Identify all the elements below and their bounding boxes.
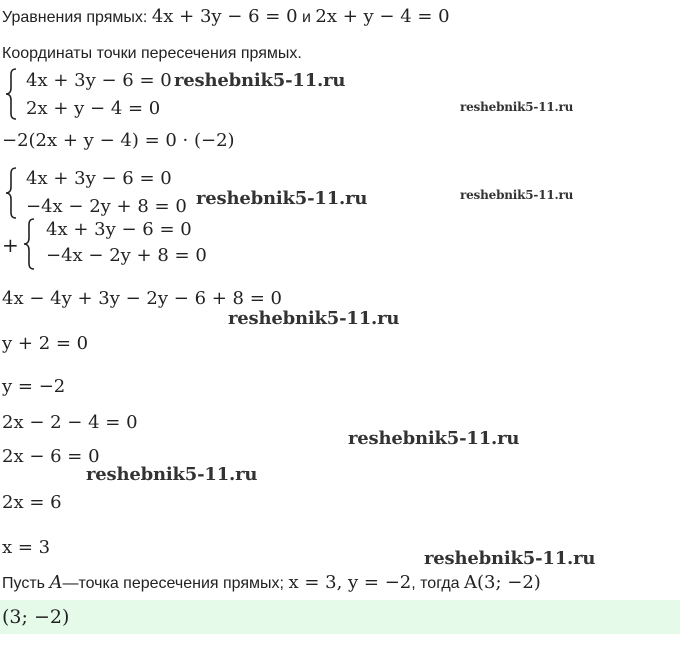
answer-value: (3; −2) (2, 606, 70, 628)
header-conj: и (301, 9, 311, 26)
header-eq2: 2x + y − 4 = 0 (315, 6, 450, 27)
watermark: reshebnik5-11.ru (460, 100, 574, 114)
conclusion-text-3: , тогда (411, 575, 460, 592)
conclusion-coords: x = 3, y = −2 (288, 572, 412, 593)
watermark: reshebnik5-11.ru (228, 308, 400, 329)
step-4: 2x − 2 − 4 = 0 (2, 412, 138, 433)
multiply-line: −2(2x + y − 4) = 0 · (−2) (2, 130, 235, 151)
step-2: y + 2 = 0 (2, 333, 89, 354)
system1-eq2: 2x + y − 4 = 0 (26, 98, 161, 119)
conclusion-text-1: Пусть (2, 575, 45, 592)
answer-box (0, 600, 680, 634)
header-eq1: 4x + 3y − 6 = 0 (151, 6, 298, 27)
header-line (2, 6, 450, 27)
watermark: reshebnik5-11.ru (424, 548, 596, 569)
watermark: reshebnik5-11.ru (196, 188, 368, 209)
plus-sign: + (2, 233, 19, 257)
section-title: Координаты точки пересечения прямых. (2, 45, 302, 62)
system1-brace (4, 68, 18, 120)
system3-eq1: 4x + 3y − 6 = 0 (46, 219, 192, 240)
system3-eq2: −4x − 2y + 8 = 0 (46, 245, 207, 266)
watermark: reshebnik5-11.ru (86, 464, 258, 485)
watermark: reshebnik5-11.ru (460, 188, 574, 202)
watermark: reshebnik5-11.ru (348, 428, 520, 449)
conclusion-line (2, 572, 541, 593)
system2-eq1: 4x + 3y − 6 = 0 (26, 168, 172, 189)
system2-brace (4, 167, 18, 219)
system1-eq1: 4x + 3y − 6 = 0 (26, 70, 172, 91)
header-prefix: Уравнения прямых: (2, 9, 148, 26)
step-3: y = −2 (2, 376, 66, 397)
system3-brace (22, 218, 36, 270)
system2-eq2: −4x − 2y + 8 = 0 (26, 196, 187, 217)
step-5: 2x − 6 = 0 (2, 446, 100, 467)
watermark: reshebnik5-11.ru (174, 70, 346, 91)
step-1: 4x − 4y + 3y − 2y − 6 + 8 = 0 (2, 288, 282, 309)
step-7: x = 3 (2, 537, 51, 558)
step-6: 2x = 6 (2, 492, 62, 513)
conclusion-text-2: —точка пересечения прямых; (62, 575, 284, 592)
conclusion-point-name: A (49, 572, 63, 593)
conclusion-point: A(3; −2) (464, 572, 541, 593)
